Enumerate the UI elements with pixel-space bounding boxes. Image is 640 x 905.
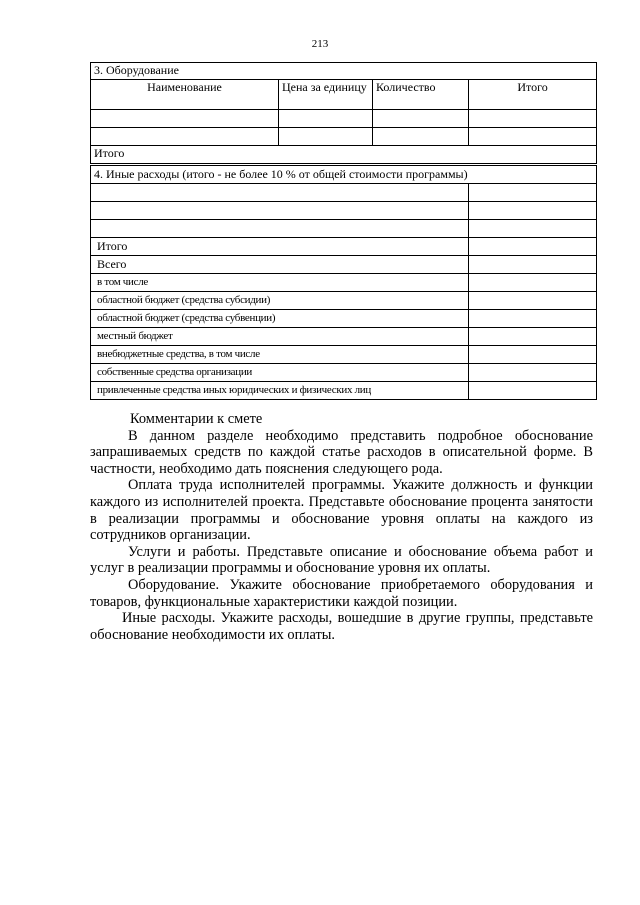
table-cell[interactable] — [469, 184, 597, 202]
table-cell[interactable] — [373, 128, 469, 146]
row-label-including: в том числе — [91, 274, 469, 292]
row-label-own-funds: собственные средства организации — [91, 364, 469, 382]
table-cell[interactable] — [91, 220, 469, 238]
column-header-total: Итого — [469, 80, 597, 110]
row-label-attracted-funds: привлеченные средства иных юридических и физических лиц — [91, 382, 469, 400]
table-cell[interactable] — [469, 128, 597, 146]
page-number: 213 — [311, 38, 329, 50]
comments-intro-paragraph: В данном разделе необходимо представить подробное обоснование запрашиваемых средств по каждой статье расходов в описательной форме. В частности, необходимо дать пояснения следующего рода. — [90, 427, 593, 477]
table-row — [91, 184, 597, 202]
table-cell[interactable] — [91, 110, 279, 128]
row-label-regional-subvention: областной бюджет (средства субвенции) — [91, 310, 469, 328]
table-cell[interactable] — [373, 110, 469, 128]
other-expenses-title: 4. Иные расходы (итого - не более 10 % от общей стоимости программы) — [91, 166, 597, 184]
table-cell[interactable] — [91, 128, 279, 146]
table-cell[interactable] — [469, 256, 597, 274]
table-row — [91, 220, 597, 238]
equipment-table — [90, 62, 597, 164]
row-label-grand-total: Всего — [91, 256, 469, 274]
table-cell[interactable] — [91, 184, 469, 202]
table-row — [91, 382, 597, 400]
row-label-total: Итого — [91, 238, 469, 256]
table-row — [91, 274, 597, 292]
table-cell[interactable] — [469, 328, 597, 346]
comments-heading: Комментарии к смете — [130, 411, 263, 427]
comments-other-paragraph: Иные расходы. Укажите расходы, вошедшие в другие группы, представьте обоснование необходимости их оплаты. — [90, 610, 593, 643]
other-expenses-table — [90, 165, 597, 400]
table-cell[interactable] — [469, 274, 597, 292]
row-label-extrabudgetary: внебюджетные средства, в том числе — [91, 346, 469, 364]
comments-equipment-paragraph: Оборудование. Укажите обоснование приобретаемого оборудования и товаров, функциональные характеристики каждой позиции. — [90, 576, 593, 610]
table-cell[interactable] — [469, 382, 597, 400]
table-cell[interactable] — [469, 202, 597, 220]
table-cell[interactable] — [469, 346, 597, 364]
table-cell[interactable] — [279, 110, 373, 128]
table-row — [91, 328, 597, 346]
budget-comments — [90, 411, 593, 643]
table-row — [91, 292, 597, 310]
table-cell[interactable] — [469, 292, 597, 310]
table-row — [91, 256, 597, 274]
table-cell[interactable] — [469, 364, 597, 382]
table-row — [91, 346, 597, 364]
comments-services-paragraph: Услуги и работы. Представьте описание и обоснование объема работ и услуг в реализации программы и обоснование уровня их оплаты. — [90, 543, 593, 577]
equipment-table-title: 3. Оборудование — [91, 63, 597, 80]
table-row — [91, 128, 597, 146]
row-label-local-budget: местный бюджет — [91, 328, 469, 346]
table-row — [91, 364, 597, 382]
table-row — [91, 110, 597, 128]
equipment-total-label: Итого — [91, 146, 597, 164]
comments-labor-paragraph: Оплата труда исполнителей программы. Укажите должность и функции каждого из исполнителей проекта. Представьте обоснование процента занятости в реализации программы и обоснование уровня оплаты на каждого из сотрудников организации. — [90, 477, 593, 544]
row-label-regional-subsidy: областной бюджет (средства субсидии) — [91, 292, 469, 310]
table-cell[interactable] — [469, 310, 597, 328]
table-cell[interactable] — [279, 128, 373, 146]
table-cell[interactable] — [469, 220, 597, 238]
table-cell[interactable] — [469, 238, 597, 256]
column-header-name: Наименование — [91, 80, 279, 110]
table-cell[interactable] — [469, 110, 597, 128]
table-row — [91, 238, 597, 256]
table-row — [91, 310, 597, 328]
column-header-quantity: Количество — [373, 80, 469, 110]
column-header-unit-price: Цена за единицу — [279, 80, 373, 110]
table-cell[interactable] — [91, 202, 469, 220]
table-row — [91, 202, 597, 220]
